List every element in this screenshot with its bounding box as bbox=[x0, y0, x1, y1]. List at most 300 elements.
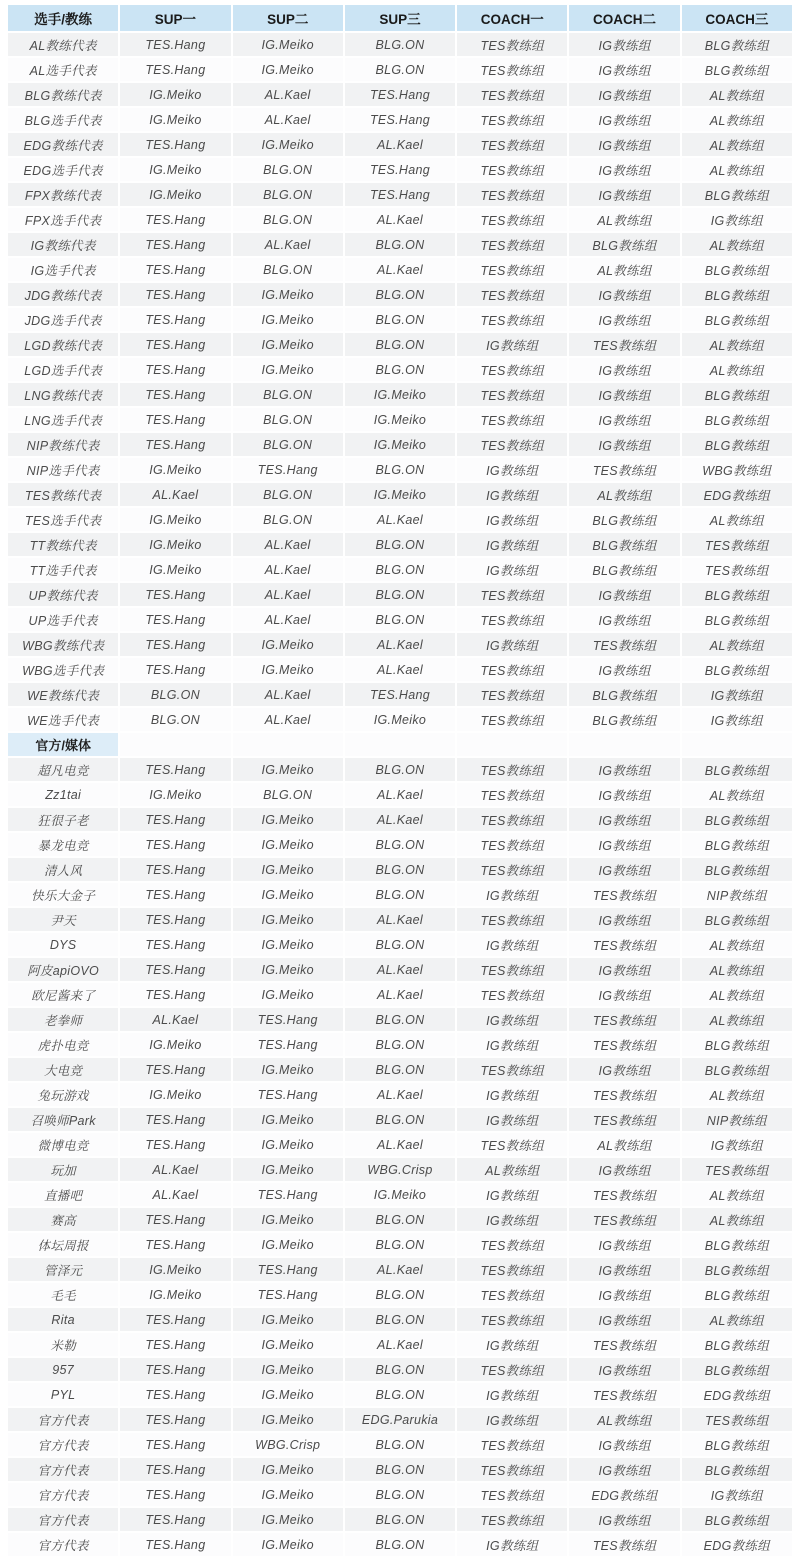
table-row bbox=[8, 1133, 792, 1156]
vote-cell: IG教练组 bbox=[569, 58, 679, 81]
vote-cell: IG教练组 bbox=[569, 183, 679, 206]
vote-cell: AL.Kael bbox=[233, 233, 343, 256]
vote-cell: IG教练组 bbox=[457, 633, 567, 656]
vote-cell: TES教练组 bbox=[457, 808, 567, 831]
section-divider bbox=[8, 733, 792, 756]
table-row bbox=[8, 133, 792, 156]
table-row bbox=[8, 883, 792, 906]
vote-cell: AL教练组 bbox=[569, 258, 679, 281]
vote-cell: TES.Hang bbox=[120, 1383, 230, 1406]
vote-cell: IG.Meiko bbox=[233, 758, 343, 781]
vote-cell: AL教练组 bbox=[682, 1308, 792, 1331]
row-label-cell: JDG教练代表 bbox=[8, 283, 118, 306]
vote-cell: IG.Meiko bbox=[120, 1258, 230, 1281]
table-row bbox=[8, 683, 792, 706]
vote-cell: TES.Hang bbox=[120, 883, 230, 906]
vote-cell: TES.Hang bbox=[120, 1308, 230, 1331]
vote-cell: TES.Hang bbox=[233, 1033, 343, 1056]
vote-cell: IG教练组 bbox=[457, 533, 567, 556]
vote-cell: TES.Hang bbox=[233, 1083, 343, 1106]
vote-cell: TES.Hang bbox=[120, 1108, 230, 1131]
vote-cell: AL教练组 bbox=[682, 958, 792, 981]
table-row bbox=[8, 658, 792, 681]
vote-cell: IG.Meiko bbox=[233, 808, 343, 831]
vote-cell: AL教练组 bbox=[682, 83, 792, 106]
vote-cell: BLG.ON bbox=[345, 33, 455, 56]
vote-cell: BLG.ON bbox=[345, 308, 455, 331]
vote-cell: TES.Hang bbox=[120, 58, 230, 81]
vote-cell: TES教练组 bbox=[457, 1358, 567, 1381]
vote-cell: TES.Hang bbox=[345, 683, 455, 706]
vote-cell: BLG教练组 bbox=[682, 1258, 792, 1281]
vote-cell: BLG教练组 bbox=[682, 33, 792, 56]
vote-cell: EDG教练组 bbox=[682, 1383, 792, 1406]
vote-cell: TES教练组 bbox=[569, 333, 679, 356]
section-label: 官方/媒体 bbox=[8, 733, 118, 756]
vote-cell: BLG教练组 bbox=[569, 533, 679, 556]
vote-cell: IG.Meiko bbox=[233, 1208, 343, 1231]
vote-cell: BLG.ON bbox=[345, 608, 455, 631]
vote-cell: IG.Meiko bbox=[233, 1233, 343, 1256]
row-label-cell: 清人风 bbox=[8, 858, 118, 881]
vote-cell: AL.Kael bbox=[233, 608, 343, 631]
vote-cell: IG.Meiko bbox=[233, 633, 343, 656]
vote-cell: IG.Meiko bbox=[233, 33, 343, 56]
vote-cell: IG.Meiko bbox=[233, 1333, 343, 1356]
vote-cell: BLG.ON bbox=[233, 208, 343, 231]
row-label-cell: NIP选手代表 bbox=[8, 458, 118, 481]
vote-cell: AL.Kael bbox=[345, 958, 455, 981]
vote-cell: BLG.ON bbox=[345, 283, 455, 306]
vote-cell: TES教练组 bbox=[682, 1158, 792, 1181]
vote-cell: BLG教练组 bbox=[682, 1033, 792, 1056]
row-label-cell: LGD教练代表 bbox=[8, 333, 118, 356]
table-row bbox=[8, 833, 792, 856]
team-section bbox=[8, 33, 792, 731]
section-empty-cell bbox=[569, 733, 679, 756]
row-label-cell: 老拳师 bbox=[8, 1008, 118, 1031]
vote-cell: IG教练组 bbox=[457, 558, 567, 581]
vote-cell: TES.Hang bbox=[120, 1458, 230, 1481]
row-label-cell: 直播吧 bbox=[8, 1183, 118, 1206]
vote-cell: IG.Meiko bbox=[233, 658, 343, 681]
vote-cell: BLG.ON bbox=[233, 433, 343, 456]
vote-cell: BLG.ON bbox=[345, 1108, 455, 1131]
column-header: COACH一 bbox=[457, 5, 567, 31]
table-header bbox=[8, 5, 792, 31]
table-row bbox=[8, 1283, 792, 1306]
vote-cell: TES.Hang bbox=[233, 458, 343, 481]
vote-cell: TES.Hang bbox=[120, 858, 230, 881]
vote-cell: AL教练组 bbox=[682, 358, 792, 381]
vote-cell: NIP教练组 bbox=[682, 1108, 792, 1131]
vote-cell: IG教练组 bbox=[569, 1508, 679, 1531]
table-row bbox=[8, 1483, 792, 1506]
row-label-cell: FPX选手代表 bbox=[8, 208, 118, 231]
row-label-cell: 赛高 bbox=[8, 1208, 118, 1231]
vote-cell: TES教练组 bbox=[457, 108, 567, 131]
vote-cell: TES.Hang bbox=[120, 1358, 230, 1381]
vote-cell: IG教练组 bbox=[682, 1133, 792, 1156]
vote-cell: IG.Meiko bbox=[120, 458, 230, 481]
table-row bbox=[8, 1058, 792, 1081]
vote-cell: AL教练组 bbox=[682, 933, 792, 956]
vote-cell: IG.Meiko bbox=[120, 108, 230, 131]
vote-cell: TES教练组 bbox=[682, 533, 792, 556]
row-label-cell: WE教练代表 bbox=[8, 683, 118, 706]
vote-cell: IG教练组 bbox=[569, 358, 679, 381]
vote-cell: BLG.ON bbox=[345, 1433, 455, 1456]
table-row bbox=[8, 908, 792, 931]
vote-cell: EDG教练组 bbox=[682, 1533, 792, 1556]
table-row bbox=[8, 1258, 792, 1281]
vote-cell: AL教练组 bbox=[682, 233, 792, 256]
vote-cell: IG教练组 bbox=[569, 983, 679, 1006]
vote-cell: TES教练组 bbox=[569, 1183, 679, 1206]
vote-cell: AL教练组 bbox=[682, 158, 792, 181]
vote-cell: IG教练组 bbox=[569, 583, 679, 606]
vote-cell: TES.Hang bbox=[120, 608, 230, 631]
vote-cell: BLG教练组 bbox=[682, 183, 792, 206]
vote-cell: IG教练组 bbox=[569, 658, 679, 681]
vote-cell: TES教练组 bbox=[569, 633, 679, 656]
row-label-cell: 大电竞 bbox=[8, 1058, 118, 1081]
vote-cell: IG.Meiko bbox=[120, 158, 230, 181]
table-row bbox=[8, 108, 792, 131]
vote-cell: IG教练组 bbox=[682, 208, 792, 231]
vote-cell: BLG.ON bbox=[233, 508, 343, 531]
vote-cell: BLG.ON bbox=[120, 683, 230, 706]
vote-cell: TES.Hang bbox=[120, 133, 230, 156]
vote-cell: AL.Kael bbox=[233, 108, 343, 131]
table-row bbox=[8, 1158, 792, 1181]
vote-cell: IG.Meiko bbox=[233, 908, 343, 931]
section-empty-cell bbox=[457, 733, 567, 756]
vote-cell: BLG教练组 bbox=[569, 508, 679, 531]
vote-cell: IG.Meiko bbox=[233, 983, 343, 1006]
row-label-cell: 欧尼酱来了 bbox=[8, 983, 118, 1006]
vote-cell: IG教练组 bbox=[457, 483, 567, 506]
vote-cell: BLG.ON bbox=[345, 1283, 455, 1306]
vote-cell: BLG教练组 bbox=[682, 583, 792, 606]
vote-cell: EDG教练组 bbox=[569, 1483, 679, 1506]
vote-cell: BLG.ON bbox=[345, 858, 455, 881]
table-row bbox=[8, 1358, 792, 1381]
vote-cell: BLG.ON bbox=[233, 183, 343, 206]
vote-cell: IG教练组 bbox=[569, 1433, 679, 1456]
vote-cell: IG教练组 bbox=[569, 33, 679, 56]
vote-cell: TES.Hang bbox=[120, 1408, 230, 1431]
vote-cell: BLG教练组 bbox=[569, 233, 679, 256]
vote-cell: TES教练组 bbox=[457, 158, 567, 181]
table-row bbox=[8, 158, 792, 181]
table-row bbox=[8, 583, 792, 606]
vote-cell: AL.Kael bbox=[233, 683, 343, 706]
vote-cell: BLG教练组 bbox=[682, 1283, 792, 1306]
column-header: SUP一 bbox=[120, 5, 230, 31]
table-row bbox=[8, 1308, 792, 1331]
vote-cell: IG.Meiko bbox=[233, 1483, 343, 1506]
vote-cell: IG.Meiko bbox=[120, 83, 230, 106]
vote-cell: IG教练组 bbox=[457, 1008, 567, 1031]
vote-cell: TES教练组 bbox=[457, 1508, 567, 1531]
table-row bbox=[8, 708, 792, 731]
vote-cell: AL.Kael bbox=[345, 783, 455, 806]
vote-cell: TES教练组 bbox=[457, 258, 567, 281]
vote-cell: BLG.ON bbox=[233, 158, 343, 181]
table-row bbox=[8, 1408, 792, 1431]
vote-cell: TES教练组 bbox=[457, 683, 567, 706]
row-label-cell: UP教练代表 bbox=[8, 583, 118, 606]
vote-cell: IG.Meiko bbox=[233, 1383, 343, 1406]
vote-cell: IG教练组 bbox=[457, 1208, 567, 1231]
row-label-cell: 召唤师Park bbox=[8, 1108, 118, 1131]
row-label-cell: IG教练代表 bbox=[8, 233, 118, 256]
vote-cell: AL教练组 bbox=[569, 1133, 679, 1156]
vote-cell: AL.Kael bbox=[345, 133, 455, 156]
table-row bbox=[8, 383, 792, 406]
vote-cell: TES教练组 bbox=[457, 183, 567, 206]
vote-cell: EDG.Parukia bbox=[345, 1408, 455, 1431]
vote-cell: TES.Hang bbox=[120, 208, 230, 231]
table-row bbox=[8, 1183, 792, 1206]
table-row bbox=[8, 1108, 792, 1131]
vote-cell: IG.Meiko bbox=[345, 483, 455, 506]
vote-cell: AL教练组 bbox=[457, 1158, 567, 1181]
row-label-cell: BLG教练代表 bbox=[8, 83, 118, 106]
vote-cell: TES教练组 bbox=[457, 358, 567, 381]
vote-cell: BLG.ON bbox=[345, 758, 455, 781]
row-label-cell: LNG教练代表 bbox=[8, 383, 118, 406]
vote-cell: IG.Meiko bbox=[345, 408, 455, 431]
vote-cell: TES教练组 bbox=[457, 1058, 567, 1081]
vote-cell: IG.Meiko bbox=[345, 383, 455, 406]
vote-cell: BLG.ON bbox=[345, 558, 455, 581]
vote-cell: TES教练组 bbox=[457, 608, 567, 631]
vote-cell: TES教练组 bbox=[569, 883, 679, 906]
vote-cell: BLG教练组 bbox=[682, 308, 792, 331]
row-label-cell: NIP教练代表 bbox=[8, 433, 118, 456]
vote-cell: AL.Kael bbox=[345, 983, 455, 1006]
vote-cell: IG教练组 bbox=[457, 458, 567, 481]
table-row bbox=[8, 1083, 792, 1106]
table-row bbox=[8, 283, 792, 306]
row-label-cell: AL选手代表 bbox=[8, 58, 118, 81]
vote-cell: IG教练组 bbox=[682, 1483, 792, 1506]
vote-cell: BLG.ON bbox=[345, 833, 455, 856]
row-label-cell: BLG选手代表 bbox=[8, 108, 118, 131]
vote-cell: TES教练组 bbox=[457, 233, 567, 256]
table-row bbox=[8, 608, 792, 631]
table-row bbox=[8, 58, 792, 81]
vote-cell: BLG.ON bbox=[345, 1383, 455, 1406]
row-label-cell: 玩加 bbox=[8, 1158, 118, 1181]
table-row bbox=[8, 1233, 792, 1256]
vote-cell: TES.Hang bbox=[345, 108, 455, 131]
vote-cell: TES教练组 bbox=[457, 133, 567, 156]
table-row bbox=[8, 433, 792, 456]
vote-cell: TES.Hang bbox=[120, 758, 230, 781]
vote-cell: BLG.ON bbox=[345, 533, 455, 556]
row-label-cell: AL教练代表 bbox=[8, 33, 118, 56]
table-row bbox=[8, 333, 792, 356]
vote-cell: BLG.ON bbox=[345, 883, 455, 906]
vote-cell: TES.Hang bbox=[233, 1008, 343, 1031]
vote-cell: TES.Hang bbox=[120, 1233, 230, 1256]
row-label-cell: 957 bbox=[8, 1358, 118, 1381]
vote-cell: IG教练组 bbox=[682, 683, 792, 706]
vote-cell: AL教练组 bbox=[569, 1408, 679, 1431]
vote-cell: AL.Kael bbox=[345, 633, 455, 656]
vote-cell: TES教练组 bbox=[457, 958, 567, 981]
vote-cell: TES.Hang bbox=[120, 833, 230, 856]
vote-cell: IG.Meiko bbox=[233, 1458, 343, 1481]
vote-cell: IG.Meiko bbox=[233, 308, 343, 331]
table-row bbox=[8, 208, 792, 231]
vote-cell: IG.Meiko bbox=[345, 1183, 455, 1206]
vote-cell: IG教练组 bbox=[457, 1108, 567, 1131]
vote-cell: TES.Hang bbox=[233, 1283, 343, 1306]
row-label-cell: WBG教练代表 bbox=[8, 633, 118, 656]
vote-cell: BLG.ON bbox=[233, 783, 343, 806]
vote-cell: TES.Hang bbox=[120, 633, 230, 656]
vote-cell: IG.Meiko bbox=[233, 958, 343, 981]
vote-cell: TES.Hang bbox=[120, 1533, 230, 1556]
vote-cell: TES.Hang bbox=[120, 333, 230, 356]
vote-cell: IG.Meiko bbox=[233, 1533, 343, 1556]
vote-cell: TES教练组 bbox=[682, 558, 792, 581]
vote-cell: BLG教练组 bbox=[682, 858, 792, 881]
row-label-cell: IG选手代表 bbox=[8, 258, 118, 281]
row-label-cell: 官方代表 bbox=[8, 1483, 118, 1506]
vote-cell: AL教练组 bbox=[569, 483, 679, 506]
vote-cell: BLG.ON bbox=[233, 383, 343, 406]
table-row bbox=[8, 83, 792, 106]
vote-cell: BLG.ON bbox=[345, 1508, 455, 1531]
vote-cell: BLG教练组 bbox=[682, 408, 792, 431]
vote-cell: TES教练组 bbox=[457, 658, 567, 681]
table-row bbox=[8, 1383, 792, 1406]
vote-cell: TES.Hang bbox=[120, 358, 230, 381]
vote-cell: WBG教练组 bbox=[682, 458, 792, 481]
row-label-cell: 狂很子老 bbox=[8, 808, 118, 831]
row-label-cell: 体坛周报 bbox=[8, 1233, 118, 1256]
vote-cell: TES.Hang bbox=[120, 1433, 230, 1456]
table-row bbox=[8, 458, 792, 481]
table-row bbox=[8, 783, 792, 806]
vote-cell: TES教练组 bbox=[457, 858, 567, 881]
vote-cell: TES教练组 bbox=[569, 458, 679, 481]
vote-cell: TES.Hang bbox=[120, 1058, 230, 1081]
row-label-cell: 官方代表 bbox=[8, 1508, 118, 1531]
vote-cell: TES.Hang bbox=[233, 1258, 343, 1281]
vote-cell: BLG教练组 bbox=[682, 658, 792, 681]
vote-cell: BLG.ON bbox=[345, 1458, 455, 1481]
vote-cell: AL教练组 bbox=[682, 633, 792, 656]
table-row bbox=[8, 308, 792, 331]
vote-cell: AL.Kael bbox=[345, 208, 455, 231]
vote-cell: BLG.ON bbox=[345, 583, 455, 606]
vote-cell: TES教练组 bbox=[457, 383, 567, 406]
vote-cell: TES教练组 bbox=[682, 1408, 792, 1431]
table-row bbox=[8, 1033, 792, 1056]
table-row bbox=[8, 33, 792, 56]
vote-cell: IG教练组 bbox=[457, 933, 567, 956]
vote-cell: AL教练组 bbox=[682, 508, 792, 531]
vote-cell: IG.Meiko bbox=[345, 433, 455, 456]
vote-cell: BLG.ON bbox=[120, 708, 230, 731]
row-label-cell: EDG选手代表 bbox=[8, 158, 118, 181]
vote-cell: TES.Hang bbox=[120, 383, 230, 406]
vote-cell: TES教练组 bbox=[457, 758, 567, 781]
vote-cell: IG教练组 bbox=[569, 1308, 679, 1331]
vote-cell: TES教练组 bbox=[457, 1308, 567, 1331]
vote-cell: BLG教练组 bbox=[682, 283, 792, 306]
vote-cell: IG教练组 bbox=[569, 833, 679, 856]
header-row bbox=[8, 5, 792, 31]
row-label-cell: 官方代表 bbox=[8, 1533, 118, 1556]
vote-cell: TES.Hang bbox=[345, 158, 455, 181]
vote-cell: IG教练组 bbox=[569, 383, 679, 406]
vote-cell: BLG教练组 bbox=[682, 808, 792, 831]
vote-cell: BLG教练组 bbox=[682, 908, 792, 931]
vote-cell: IG.Meiko bbox=[233, 883, 343, 906]
vote-cell: BLG.ON bbox=[345, 1358, 455, 1381]
vote-cell: TES.Hang bbox=[120, 1133, 230, 1156]
vote-cell: TES教练组 bbox=[457, 783, 567, 806]
row-label-cell: 阿皮apiOVO bbox=[8, 958, 118, 981]
row-label-cell: LNG选手代表 bbox=[8, 408, 118, 431]
vote-cell: WBG.Crisp bbox=[233, 1433, 343, 1456]
vote-cell: BLG.ON bbox=[345, 1033, 455, 1056]
vote-cell: AL.Kael bbox=[233, 533, 343, 556]
vote-cell: IG教练组 bbox=[569, 858, 679, 881]
vote-cell: IG教练组 bbox=[569, 758, 679, 781]
vote-cell: EDG教练组 bbox=[682, 483, 792, 506]
table-row bbox=[8, 558, 792, 581]
row-label-cell: JDG选手代表 bbox=[8, 308, 118, 331]
vote-cell: BLG教练组 bbox=[682, 758, 792, 781]
vote-cell: AL教练组 bbox=[682, 783, 792, 806]
vote-cell: TES教练组 bbox=[457, 33, 567, 56]
row-label-cell: 虎扑电竞 bbox=[8, 1033, 118, 1056]
table-row bbox=[8, 1008, 792, 1031]
vote-cell: IG教练组 bbox=[569, 1158, 679, 1181]
vote-cell: AL教练组 bbox=[682, 1208, 792, 1231]
vote-cell: TES教练组 bbox=[569, 1033, 679, 1056]
row-label-cell: TES选手代表 bbox=[8, 508, 118, 531]
vote-cell: IG教练组 bbox=[569, 158, 679, 181]
voting-table bbox=[6, 3, 794, 1558]
media-section bbox=[8, 758, 792, 1556]
vote-cell: BLG.ON bbox=[345, 1308, 455, 1331]
vote-cell: TES教练组 bbox=[457, 308, 567, 331]
table-row bbox=[8, 983, 792, 1006]
vote-cell: AL教练组 bbox=[569, 208, 679, 231]
table-row bbox=[8, 633, 792, 656]
row-label-cell: 超凡电竞 bbox=[8, 758, 118, 781]
row-label-cell: 米勒 bbox=[8, 1333, 118, 1356]
vote-cell: IG教练组 bbox=[569, 308, 679, 331]
vote-cell: IG教练组 bbox=[457, 1333, 567, 1356]
vote-cell: BLG.ON bbox=[233, 258, 343, 281]
vote-cell: IG教练组 bbox=[457, 1083, 567, 1106]
row-label-cell: 尹天 bbox=[8, 908, 118, 931]
vote-cell: BLG.ON bbox=[345, 1233, 455, 1256]
row-label-cell: DYS bbox=[8, 933, 118, 956]
vote-cell: BLG教练组 bbox=[682, 1058, 792, 1081]
vote-cell: IG.Meiko bbox=[233, 933, 343, 956]
